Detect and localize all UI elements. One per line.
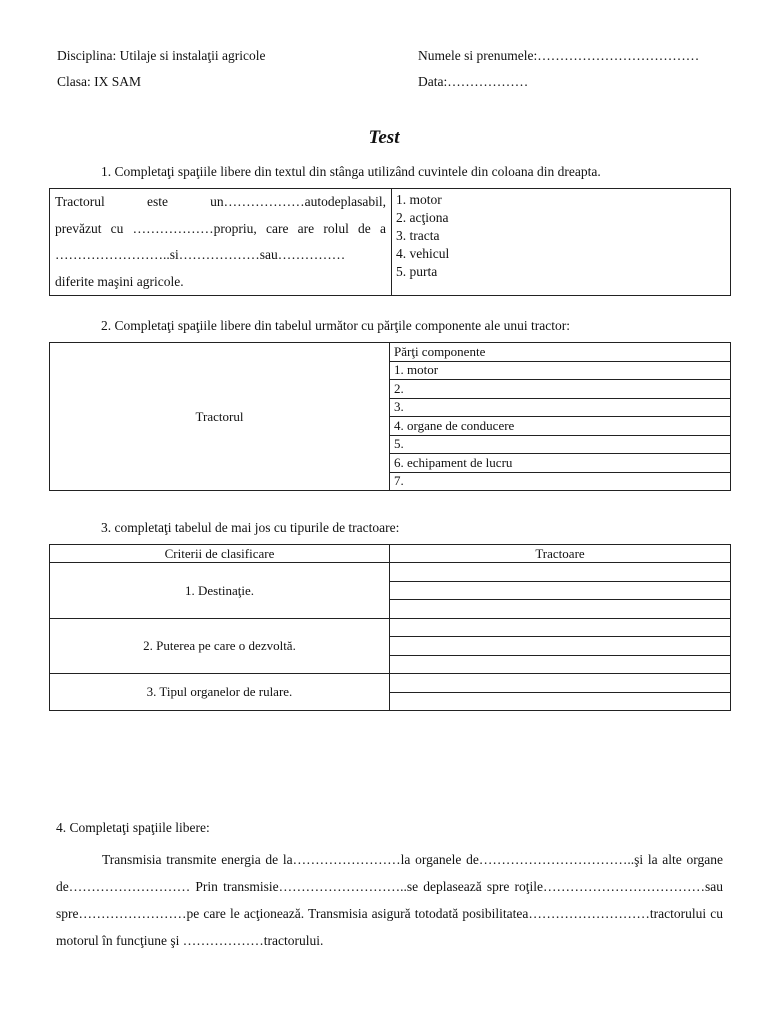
q2-header-cell: Părţi componente <box>390 343 731 362</box>
q2-component-row: 3. <box>390 398 731 417</box>
q3-criterion-running-gear: 3. Tipul organelor de rulare. <box>50 674 390 711</box>
q4-paragraph <box>56 846 723 954</box>
q2-instruction: 2. Completaţi spaţiile libere din tabelul următor cu părţile componente ale unui tractor: <box>101 318 570 333</box>
q3-answer-cell <box>390 600 731 618</box>
q1-text-line: ……………………..si………………sau…………… <box>55 247 346 262</box>
q3-answer-cell <box>390 674 731 692</box>
class-label: Clasa: IX SAM <box>57 74 141 89</box>
q3-table <box>49 544 731 711</box>
q1-instruction: 1. Completaţi spaţiile libere din textul din stânga utilizând cuvintele din coloana din dreapta. <box>101 164 601 179</box>
q1-option: 5. purta <box>396 264 438 279</box>
q1-option: 3. tracta <box>396 228 440 243</box>
q1-fill-text <box>50 189 392 296</box>
q3-answer-cell <box>390 655 731 673</box>
q1-word-options <box>392 189 731 296</box>
q3-header-tractors: Tractoare <box>390 545 731 563</box>
q3-instruction: 3. completaţi tabelul de mai jos cu tipurile de tractoare: <box>101 520 400 535</box>
q1-table <box>49 188 731 296</box>
q3-criterion-power: 2. Puterea pe care o dezvoltă. <box>50 618 390 673</box>
q3-answer-cell <box>390 692 731 711</box>
q2-table <box>49 342 731 491</box>
q3-criterion-destination: 1. Destinaţie. <box>50 563 390 618</box>
q1-option: 4. vehicul <box>396 246 450 261</box>
q4-instruction: 4. Completaţi spaţiile libere: <box>56 820 210 835</box>
q1-text-line: Tractorul este un………………autodeplasabil, <box>55 194 386 209</box>
student-name-field: Numele si prenumele:……………………………… <box>418 48 700 63</box>
q1-text-line: prevăzut cu ………………propriu, care are rolul de a <box>55 220 386 236</box>
q2-component-row: 1. motor <box>390 361 731 380</box>
q3-header-criteria: Criterii de clasificare <box>50 545 390 563</box>
page-title: Test <box>368 127 400 148</box>
q1-option: 2. acţiona <box>396 210 449 225</box>
q3-answer-cell <box>390 618 731 636</box>
q4-paragraph-text: Transmisia transmite energia de la……………………la organele de……………………………..şi la alte organe de……………………… Prin transmisie………………………..se deplasează spre roţile………………………………sau spre……………………pe care le acţionează. Transmisia asigură totodată posibilitatea………………………tractorului cu motorul în funcţiune şi ………………tractorului. <box>56 852 723 948</box>
q2-component-row: 7. <box>390 472 731 491</box>
q3-answer-cell <box>390 637 731 655</box>
q3-answer-cell <box>390 581 731 599</box>
q2-component-row: 6. echipament de lucru <box>390 454 731 473</box>
discipline-label: Disciplina: Utilaje si instalaţii agricole <box>57 48 266 63</box>
q2-component-row: 5. <box>390 435 731 454</box>
q2-tractor-cell: Tractorul <box>50 343 390 491</box>
q1-text-line: diferite maşini agricole. <box>55 273 184 289</box>
date-field: Data:……………… <box>418 74 529 89</box>
q2-component-row: 2. <box>390 380 731 399</box>
q2-component-row: 4. organe de conducere <box>390 417 731 436</box>
q3-answer-cell <box>390 563 731 581</box>
q1-option: 1. motor <box>396 192 442 207</box>
